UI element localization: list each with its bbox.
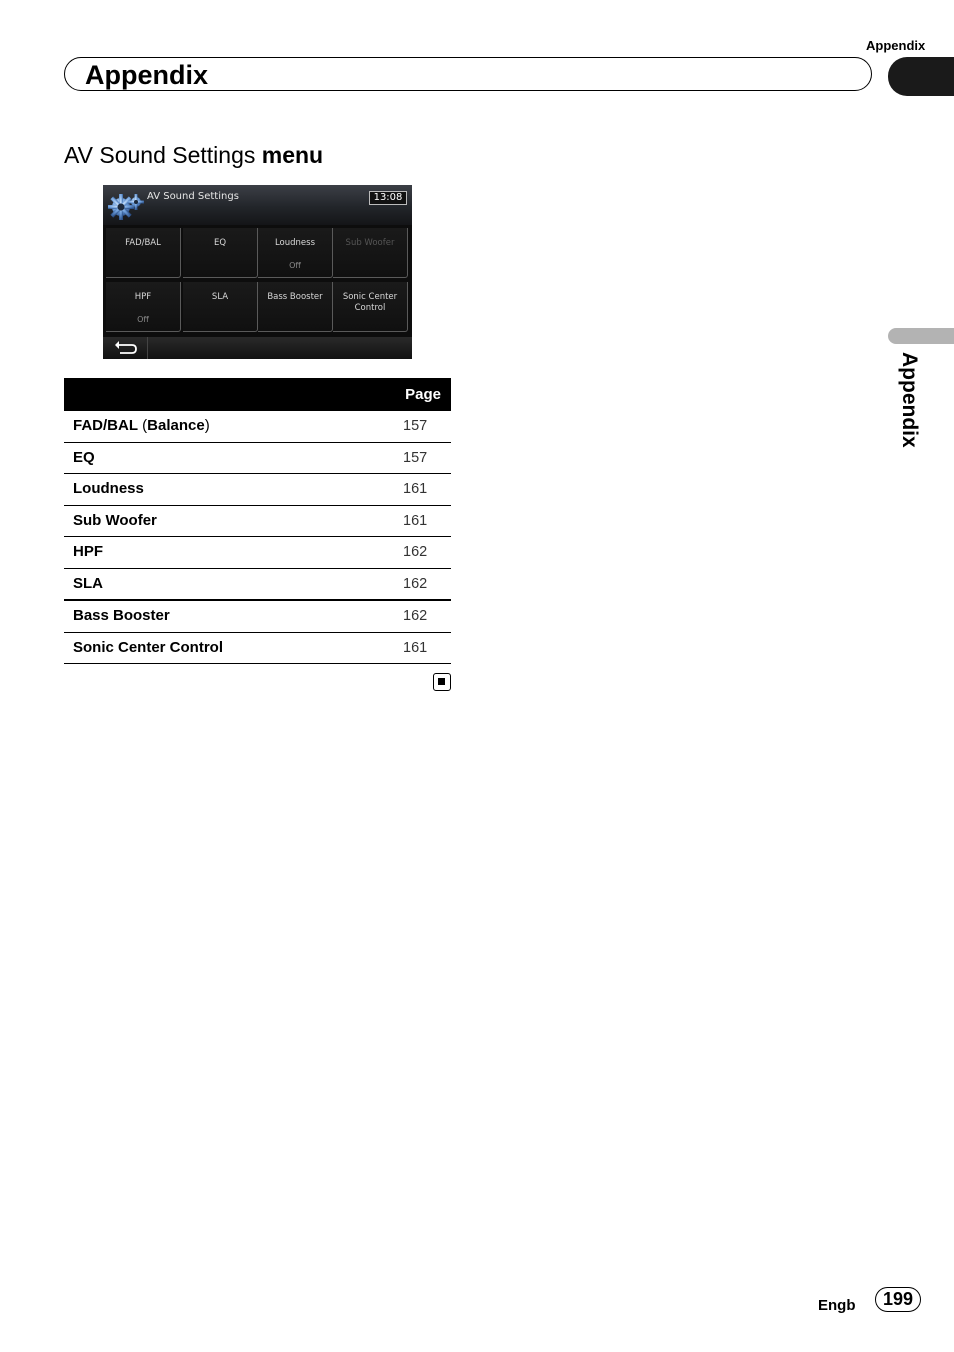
row-item: SLA — [73, 574, 103, 592]
tile-value: Off — [289, 261, 301, 270]
row-item: Loudness — [73, 480, 144, 497]
table-header — [64, 378, 451, 411]
section-title-bold: menu — [261, 142, 324, 168]
screen-header — [103, 185, 412, 225]
tile-eq[interactable] — [183, 228, 258, 278]
row-page: 161 — [403, 481, 428, 497]
screen-clock: 13:08 — [369, 191, 407, 205]
tile-hpf[interactable] — [106, 282, 181, 332]
tile-label: SLA — [211, 292, 229, 302]
row-item: Bass Booster — [73, 607, 170, 624]
side-tab-marker — [888, 328, 954, 344]
row-page: 162 — [403, 575, 428, 592]
section-title-main: AV Sound Settings — [64, 142, 256, 168]
tile-fad-bal[interactable] — [106, 228, 181, 278]
running-head: Appendix — [866, 38, 926, 53]
tile-bass-booster[interactable] — [258, 282, 333, 332]
tile-label: Loudness — [274, 238, 316, 248]
row-page: 162 — [403, 544, 428, 560]
row-item: HPF — [73, 543, 103, 560]
table-row — [64, 633, 451, 665]
settings-page-table — [64, 378, 451, 664]
tile-label: HPF — [134, 292, 152, 302]
tile-loudness[interactable] — [258, 228, 333, 278]
section-heading — [64, 142, 323, 169]
screen-footer — [103, 337, 412, 359]
table-row — [64, 411, 451, 443]
chapter-title-bar — [64, 57, 872, 91]
back-arrow-icon[interactable] — [103, 337, 148, 359]
row-item: FAD/BAL (Balance) — [73, 417, 210, 434]
tile-sub-woofer — [333, 228, 408, 278]
row-page: 157 — [403, 418, 428, 434]
side-tab-label: Appendix — [898, 352, 921, 448]
table-row — [64, 569, 451, 602]
row-page: 161 — [403, 512, 428, 529]
screen-title: AV Sound Settings — [147, 191, 239, 202]
row-item: Sub Woofer — [73, 511, 157, 529]
av-sound-settings-screenshot — [103, 185, 412, 359]
table-row — [64, 506, 451, 538]
table-row — [64, 474, 451, 506]
tile-value: Off — [137, 315, 149, 324]
language-code: Engb — [818, 1297, 856, 1314]
chapter-title: Appendix — [85, 60, 209, 90]
tile-label: Sonic Center Control — [342, 292, 398, 313]
tile-label: Bass Booster — [267, 292, 323, 302]
table-header-page: Page — [405, 386, 441, 403]
back-arrow-glyph — [103, 337, 148, 359]
row-item: EQ — [73, 448, 95, 466]
chapter-corner-tab — [888, 57, 954, 96]
tile-label: EQ — [213, 238, 227, 248]
row-page: 161 — [403, 639, 428, 656]
tile-sla[interactable] — [183, 282, 258, 332]
tile-sonic-center-control[interactable] — [333, 282, 408, 332]
row-page: 157 — [403, 449, 428, 466]
page-number: 199 — [875, 1287, 921, 1312]
tile-label: Sub Woofer — [345, 238, 395, 248]
table-row — [64, 601, 451, 633]
end-of-section-icon — [433, 673, 451, 691]
table-row — [64, 443, 451, 475]
row-item: Sonic Center Control — [73, 638, 224, 656]
tile-label: FAD/BAL — [125, 238, 161, 248]
row-page: 162 — [403, 608, 428, 624]
table-row — [64, 537, 451, 569]
gear-icon — [107, 190, 147, 222]
